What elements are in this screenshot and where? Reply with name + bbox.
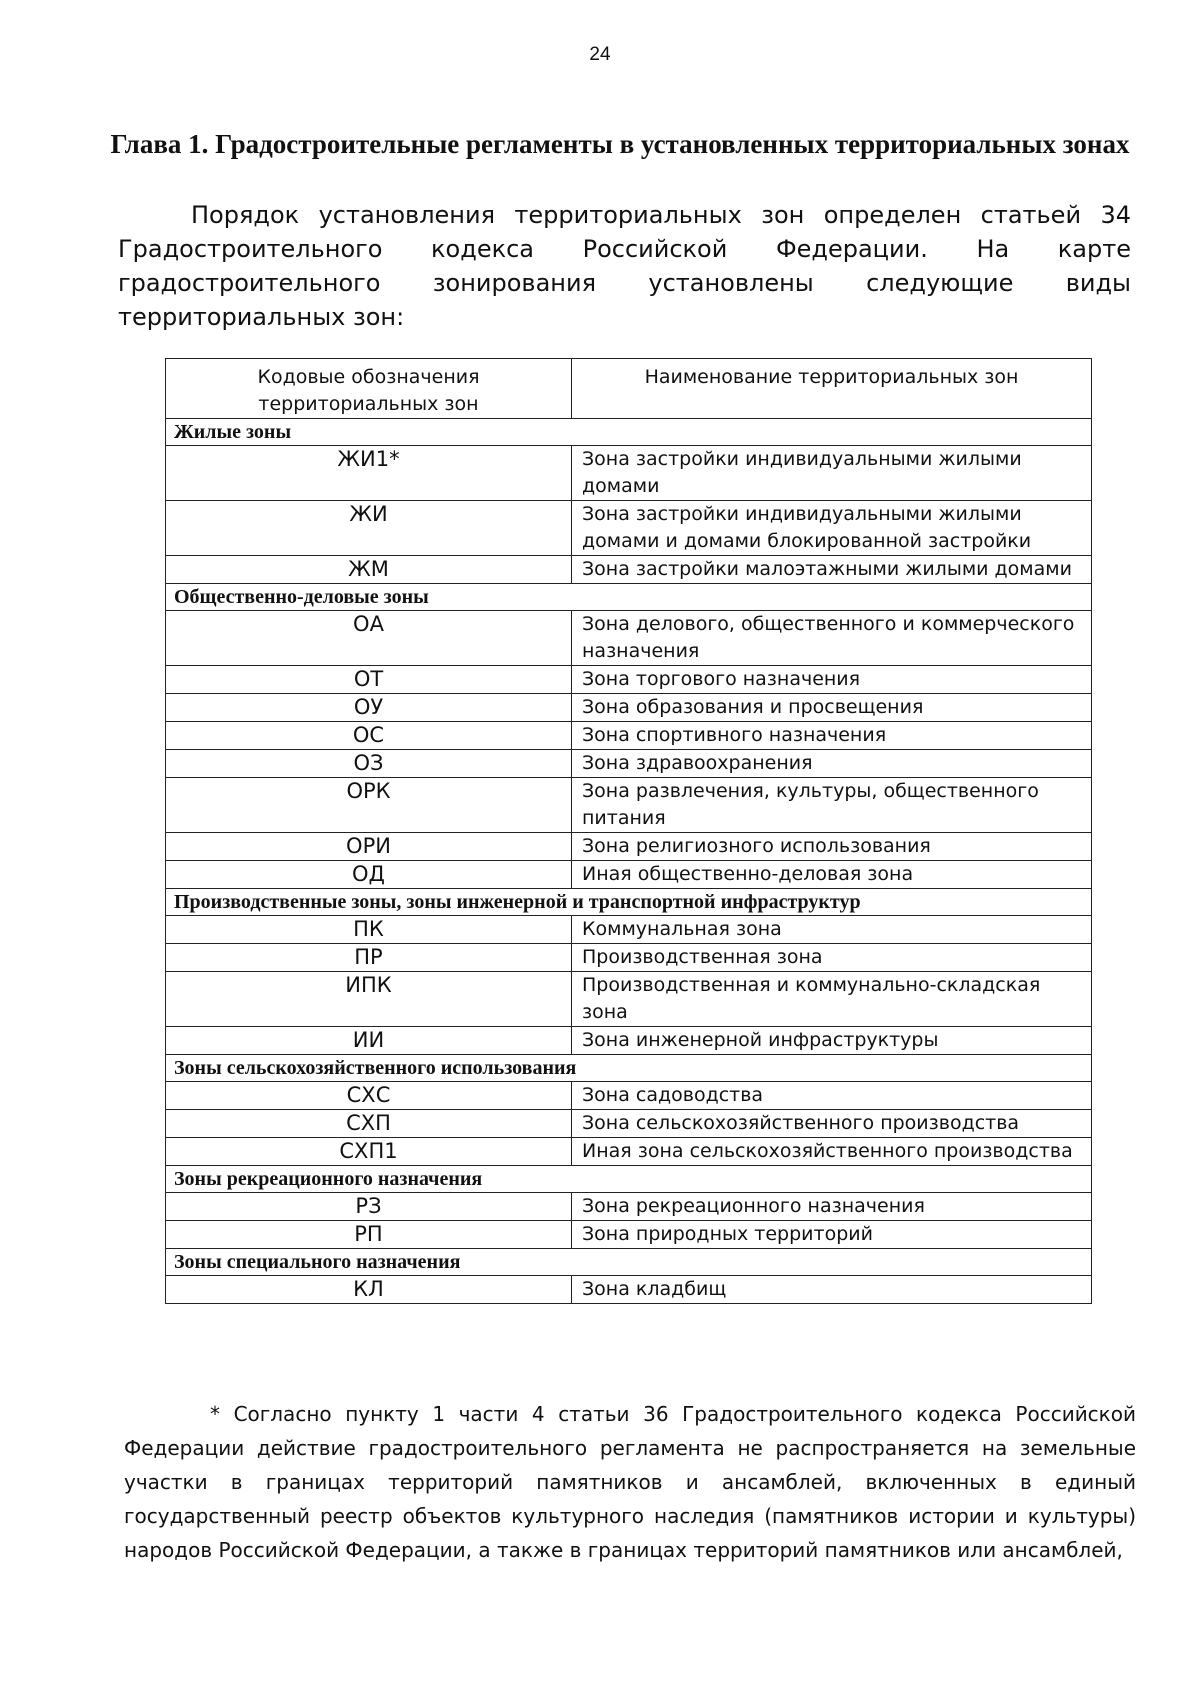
table-row	[166, 556, 1092, 584]
zone-name: Зона природных территорий	[572, 1221, 1092, 1249]
zone-name: Зона инженерной инфраструктуры	[572, 1027, 1092, 1055]
zone-name: Зона образования и просвещения	[572, 694, 1092, 722]
group-title: Зоны специального назначения	[166, 1249, 1092, 1276]
zone-code: ОРИ	[166, 833, 572, 861]
table-row	[166, 1110, 1092, 1138]
table-row	[166, 1082, 1092, 1110]
zone-name: Иная зона сельскохозяйственного производства	[572, 1138, 1092, 1166]
territorial-zones-table	[165, 358, 1092, 1304]
zone-name: Зона делового, общественного и коммерческого назначения	[572, 611, 1092, 666]
zone-code: СХП1	[166, 1138, 572, 1166]
zone-code: ИИ	[166, 1027, 572, 1055]
table-row	[166, 611, 1092, 666]
zone-name: Производственная зона	[572, 944, 1092, 972]
zone-code: ПК	[166, 916, 572, 944]
table-row	[166, 833, 1092, 861]
group-title: Производственные зоны, зоны инженерной и транспортной инфраструктур	[166, 889, 1092, 916]
zone-name: Зона застройки индивидуальными жилыми домами и домами блокированной застройки	[572, 501, 1092, 556]
zone-name: Зона застройки малоэтажными жилыми домами	[572, 556, 1092, 584]
page-number: 24	[589, 44, 611, 65]
zone-name: Зона спортивного назначения	[572, 722, 1092, 750]
group-row	[166, 584, 1092, 611]
zone-name: Зона рекреационного назначения	[572, 1193, 1092, 1221]
table-row	[166, 666, 1092, 694]
group-row	[166, 889, 1092, 916]
zone-code: ЖИ1*	[166, 446, 572, 501]
zone-name: Зона кладбищ	[572, 1276, 1092, 1304]
table-row	[166, 446, 1092, 501]
table-row	[166, 750, 1092, 778]
table-row	[166, 1221, 1092, 1249]
table-row	[166, 972, 1092, 1027]
zone-name: Зона сельскохозяйственного производства	[572, 1110, 1092, 1138]
table-row	[166, 944, 1092, 972]
table-row	[166, 1193, 1092, 1221]
zone-name: Зона религиозного использования	[572, 833, 1092, 861]
footnote-paragraph: * Согласно пункту 1 части 4 статьи 36 Градостроительного кодекса Российской Федерации действие градостроительного регламента не распространяется на земельные участки в границах территорий памятников и ансамблей, включенных в единый государственный реестр объектов культурного наследия (памятников истории и культуры) народов Российской Федерации, а также в границах территорий памятников или ансамблей,	[124, 1402, 1136, 1562]
group-row	[166, 1249, 1092, 1276]
header-code: Кодовые обозначения территориальных зон	[166, 359, 572, 419]
zone-code: СХС	[166, 1082, 572, 1110]
group-title: Жилые зоны	[166, 419, 1092, 446]
zone-code: СХП	[166, 1110, 572, 1138]
table-body	[166, 419, 1092, 1304]
zone-code: КЛ	[166, 1276, 572, 1304]
zone-code: ОС	[166, 722, 572, 750]
zone-code: ЖИ	[166, 501, 572, 556]
table-header-row	[166, 359, 1092, 419]
zone-name: Производственная и коммунально-складская зона	[572, 972, 1092, 1027]
zone-code: ОА	[166, 611, 572, 666]
table-row	[166, 1027, 1092, 1055]
table-row	[166, 861, 1092, 889]
header-name: Наименование территориальных зон	[572, 359, 1092, 419]
table-row	[166, 1276, 1092, 1304]
zone-name: Иная общественно-деловая зона	[572, 861, 1092, 889]
zone-code: РЗ	[166, 1193, 572, 1221]
zone-code: ИПК	[166, 972, 572, 1027]
group-title: Зоны сельскохозяйственного использования	[166, 1055, 1092, 1082]
zone-code: РП	[166, 1221, 572, 1249]
zone-code: ОУ	[166, 694, 572, 722]
group-row	[166, 419, 1092, 446]
zone-code: ОРК	[166, 778, 572, 833]
zone-code: ОД	[166, 861, 572, 889]
table-row	[166, 916, 1092, 944]
zone-code: ОЗ	[166, 750, 572, 778]
group-title: Общественно-деловые зоны	[166, 584, 1092, 611]
zone-code: ОТ	[166, 666, 572, 694]
zone-name: Зона развлечения, культуры, общественного питания	[572, 778, 1092, 833]
table-row	[166, 501, 1092, 556]
table-row	[166, 778, 1092, 833]
zone-code: ПР	[166, 944, 572, 972]
group-row	[166, 1166, 1092, 1193]
zone-code: ЖМ	[166, 556, 572, 584]
group-title: Зоны рекреационного назначения	[166, 1166, 1092, 1193]
zone-name: Зона торгового назначения	[572, 666, 1092, 694]
table-row	[166, 722, 1092, 750]
intro-paragraph: Порядок установления территориальных зон определен статьей 34 Градостроительного кодекса Российской Федерации. На карте градостроительного зонирования установлены следующие виды территориальных зон:	[118, 201, 1131, 331]
group-row	[166, 1055, 1092, 1082]
chapter-title: Глава 1. Градостроительные регламенты в установленных территориальных зонах	[110, 129, 1130, 159]
zone-name: Коммунальная зона	[572, 916, 1092, 944]
table-row	[166, 1138, 1092, 1166]
zone-name: Зона садоводства	[572, 1082, 1092, 1110]
zone-name: Зона здравоохранения	[572, 750, 1092, 778]
table-row	[166, 694, 1092, 722]
zone-name: Зона застройки индивидуальными жилыми домами	[572, 446, 1092, 501]
